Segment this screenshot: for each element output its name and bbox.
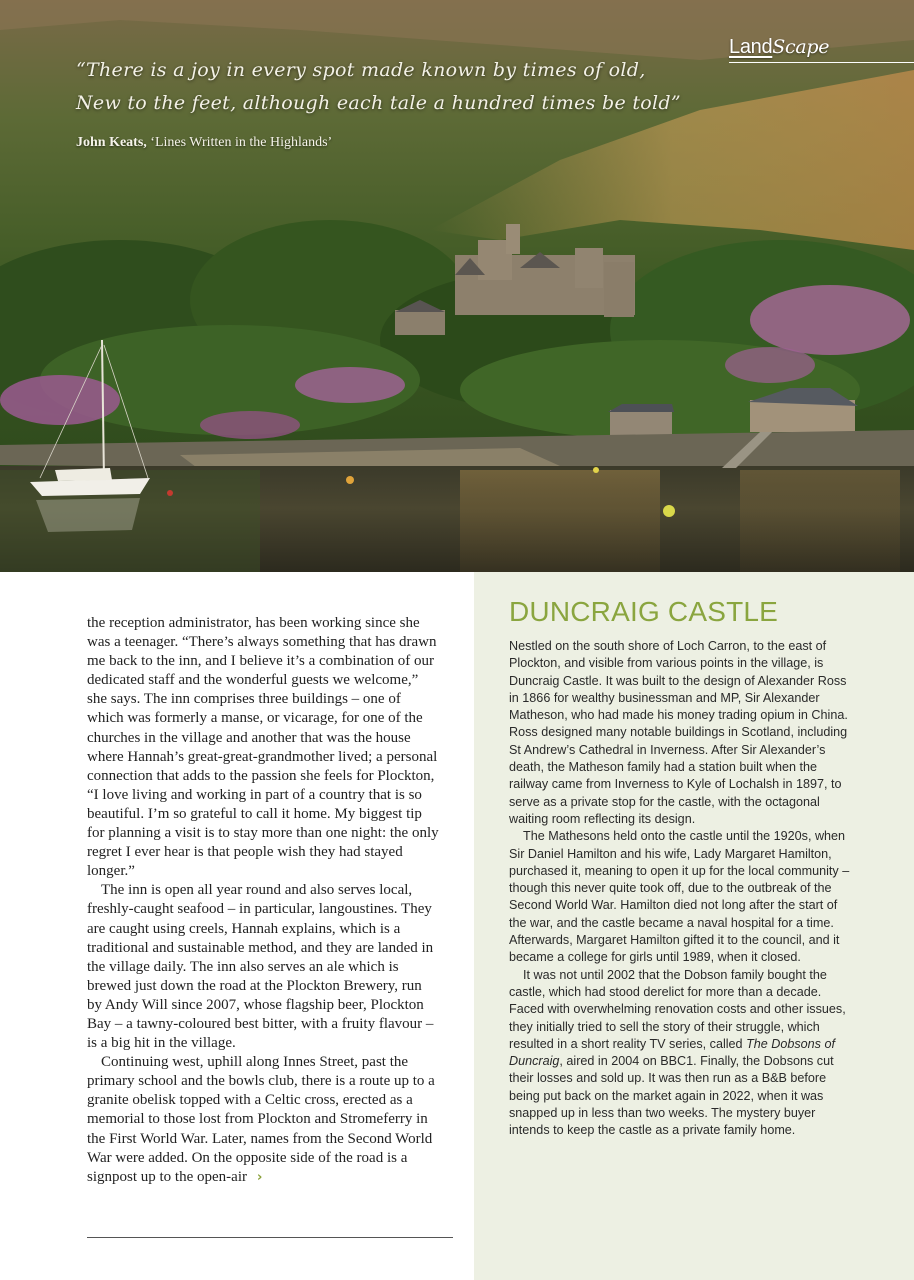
brand-scape: Scape	[772, 36, 830, 58]
sidebar-paragraph-1: Nestled on the south shore of Loch Carron, to the east of Plockton, and visible from various points in the village, is Duncraig Castle. It was built to the design of Alexander Ross in 1866 for wealthy businessman and MP, Sir Alexander Matheson, who had made his money trading opium in China. Ross designed many notable buildings in Scotland, including St Andrew’s Cathedral in Inverness. After Sir Alexander’s death, the Matheson family had a station built when the railway came from Inverness to Kyle of Lochalsh in 1897, to serve as a private stop for the castle, with the octagonal waiting room reflecting its design.	[509, 639, 848, 826]
article-paragraph-3	[87, 1053, 439, 1187]
brand-rule	[729, 62, 914, 63]
sidebar-paragraph-3	[509, 967, 856, 1140]
brand-land: Land	[729, 36, 773, 58]
article-paragraph-1: the reception administrator, has been working since she was a teenager. “There’s always something that has drawn me back to the inn, and I believe it’s a combination of our dedicated staff and the wonderful guests we welcome,” she says. The inn comprises three buildings – one of which was formerly a manse, or vicarage, for one of the churches in the village and another that was the house where Hannah’s great-great-grandmother lived; a personal connection that adds to the passion she feels for Plockton, “I love living and working in part of a country that is so beautiful. I’m so grateful to call it home. My biggest tip for planning a visit is to stay more than one night: the only regret I ever hear is that people wish they had stayed longer.”	[87, 615, 439, 880]
article-paragraph-3-text: Continuing west, uphill along Innes Street, past the primary school and the bowls club, there is a route up to a granite obelisk topped with a Celtic cross, erected as a memorial to those lost from Plockton and Stromeferry in the First World War. Later, names from the Second World War were added. On the opposite side of the road is a signpost up to the open-air	[87, 1054, 435, 1185]
attribution-work: ‘Lines Written in the Highlands’	[150, 135, 333, 150]
quote-attribution	[76, 135, 332, 151]
sidebar-title: DUNCRAIG CASTLE	[509, 596, 779, 627]
quote-line-2: New to the feet, although each tale a hundred times be told”	[76, 92, 681, 114]
section-brand	[729, 36, 914, 59]
article-paragraph-2: The inn is open all year round and also serves local, freshly-caught seafood – in particular, langoustines. They are caught using creels, Hannah explains, which is a traditional and sustainable method, and they are landed in the village daily. The inn also serves an ale which is brewed just down the road at the Plockton Brewery, run by Andy Will since 2007, whose flagship beer, Plockton Bay – a tawny-coloured best bitter, with a fruity flavour – is a big hit in the village.	[87, 882, 434, 1052]
quote-line-1: “There is a joy in every spot made known by times of old,	[76, 59, 646, 81]
hero-photo	[0, 0, 914, 572]
article-body	[87, 614, 439, 1187]
pull-quote	[76, 54, 681, 120]
sidebar-paragraph-2: The Mathesons held onto the castle until the 1920s, when Sir Daniel Hamilton and his wife, Lady Margaret Hamilton, purchased it, meaning to open it up for the local community – though this never quite took off, due to the outbreak of the Second World War. Hamilton died not long after the start of the war, and the castle became a naval hospital for a time. Afterwards, Margaret Hamilton gifted it to the council, and it became a college for girls until 1989, when it closed.	[509, 829, 850, 965]
sidebar-paragraph-3-a: It was not until 2002 that the Dobson family bought the castle, which had stood derelict for more than a decade. Faced with overwhelming renovation costs and other issues, they initially tried to sell the story of their struggle, which resulted in a short reality TV series, called	[509, 967, 846, 1051]
continue-arrow-icon: ›	[256, 1169, 263, 1185]
attribution-author: John Keats,	[76, 135, 147, 150]
column-bottom-rule	[87, 1237, 453, 1238]
sidebar-paragraph-3-b: , aired in 2004 on BBC1. Finally, the Dobsons cut their losses and sold up. It was then run as a B&B before being put back on the market again in 2022, when it was snapped up in less than two weeks. The mystery buyer intends to keep the castle as a private family home.	[509, 1054, 834, 1138]
sidebar-body	[509, 638, 856, 1140]
tv-series-title: The Dobsons of Duncraig	[509, 1036, 835, 1069]
